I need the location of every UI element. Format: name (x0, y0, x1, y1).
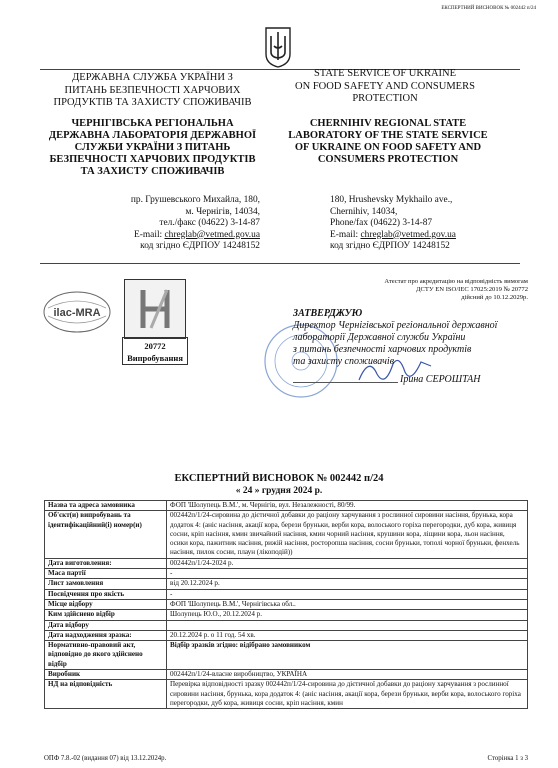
row-key: НД на відповідність (45, 680, 167, 709)
en-service-line: STATE SERVICE OF UKRAINE (313, 68, 457, 79)
row-value: - (167, 569, 528, 579)
document-title: ЕКСПЕРТНИЙ ВИСНОВОК № 002442 п/24 (174, 473, 384, 484)
row-key: Дата виготовлення: (45, 558, 167, 568)
table-row (45, 610, 528, 620)
ua-service-line: ДЕРЖАВНА СЛУЖБА УКРАЇНИ З (72, 72, 233, 83)
row-value: Перевірка відповідності зразку 002442п/1/24-сировина до дієтичної добавки до раціону харчування з рослинної сировини насіння, брунька, кора додаток 4: (аніс насіння, акації кора, берези бруньки, верби кора, волоського горіха перегородки, дуб кора, живиця сосни, кріп насіння, кмин (167, 680, 528, 709)
row-key: Дата відбору (45, 620, 167, 630)
table-row (45, 558, 528, 568)
signature-line (293, 382, 398, 383)
row-key: Ким здійснено відбір (45, 610, 167, 620)
table-row (45, 680, 528, 709)
table-row (45, 569, 528, 579)
ua-lab-line: ЧЕРНІГІВСЬКА РЕГІОНАЛЬНА (71, 118, 234, 129)
ua-lab-line: ТА ЗАХИСТУ СПОЖИВАЧІВ (80, 166, 225, 177)
ilac-label: ilac-MRA (53, 307, 101, 319)
ua-address-line: тел./факс (04622) 3-14-87 (159, 218, 260, 228)
row-value: - (167, 589, 528, 599)
accreditation-line: дійсний до 10.12.2029р. (461, 294, 528, 302)
row-value (167, 620, 528, 630)
accreditation-line: Атестат про акредитацію на відповідність вимогам (384, 278, 528, 285)
row-value: Шолупець Ю.О., 20.12.2024 р. (167, 610, 528, 620)
approve-title: ЗАТВЕРДЖУЮ (293, 308, 363, 319)
ua-service-line: ПРОДУКТІВ ТА ЗАХИСТУ СПОЖИВАЧІВ (53, 97, 252, 108)
accreditation-logo (124, 279, 186, 339)
ilac-mra-logo-icon (42, 290, 112, 334)
approve-line: та захисту споживачів (293, 356, 395, 367)
accreditation-label: Випробування (127, 353, 183, 363)
row-key: Лист замовлення (45, 579, 167, 589)
en-code: код згідно ЄДРПОУ 14248152 (330, 241, 450, 251)
row-value: 002442п/1/24-2024 р. (167, 558, 528, 568)
row-value: 002442п/1/24-власне виробництво, УКРАЇНА (167, 670, 528, 680)
row-value: від 20.12.2024 р. (167, 579, 528, 589)
row-value: 002442п/1/24-сировина до дієтичної добавки до раціону харчування з рослинної сировини насіння, брунька, кора додаток 4: (аніс насіння, акації кора, берези бруньки, верби кора, волоського горіха перегородки, дуб кора, живиця сосни, кріп насіння, кмин звичайний насіння, кмин чорний насіння, крушини кора, ліщини кора, льон насіння, осики кора, пажитник насіння, рижій насіння, росторопша насіння, сосни бруньки, тополі чорної бруньки, фенхель насіння, пилок сосни, плаун (лікоподій)) (167, 511, 528, 558)
coat-of-arms-icon (264, 26, 292, 68)
row-key: Об'єкт(и) випробувань та ідентифікаційний(і) номер(и) (45, 511, 167, 558)
en-lab-name (282, 118, 494, 166)
row-key: Нормативно-правовий акт, відповідно до якого здійснено відбір (45, 641, 167, 670)
ua-address-line: м. Чернігів, 14034, (185, 206, 260, 217)
ua-address-line: пр. Грушевського Михайла, 180, (130, 195, 260, 205)
row-value: ФОП 'Шолупець В.М.', м. Чернігів, вул. Незалежності, 80/99. (167, 501, 528, 511)
table-row (45, 630, 528, 640)
ua-email-label: E-mail: (134, 229, 165, 240)
ua-lab-line: СЛУЖБИ УКРАЇНИ З ПИТАНЬ (74, 142, 231, 153)
approver-name: Ірина СЕРОШТАН (400, 374, 481, 385)
accreditation-line: ДСТУ EN ISO/IEC 17025:2019 № 20772 (416, 286, 528, 294)
en-lab-line: OF UKRAINE ON FOOD SAFETY AND (294, 142, 482, 153)
details-table (44, 500, 528, 709)
ua-lab-name (40, 118, 265, 178)
table-row (45, 589, 528, 599)
en-address-line: Chernihiv, 14034, (330, 206, 398, 217)
accreditation-logo-icon (125, 280, 185, 338)
table-row (45, 620, 528, 630)
en-service-name (290, 68, 480, 106)
row-value: 20.12.2024 р. о 11 год. 54 хв. (167, 630, 528, 640)
table-row (45, 501, 528, 511)
accreditation-note (320, 278, 528, 303)
ua-lab-line: БЕЗПЕЧНОСТІ ХАРЧОВИХ ПРОДУКТІВ (49, 154, 256, 165)
accreditation-number-box (122, 337, 188, 365)
ua-service-name (40, 72, 265, 110)
en-email-line (330, 230, 530, 242)
row-value: ФОП 'Шолупець В.М.', Чернігівська обл.. (167, 599, 528, 609)
en-address (330, 195, 530, 253)
table-row (45, 641, 528, 670)
en-service-line: PROTECTION (352, 93, 418, 104)
table-row (45, 599, 528, 609)
en-lab-line: CHERNIHIV REGIONAL STATE (309, 118, 467, 129)
footer-page-number: Сторінка 1 з 3 (487, 755, 528, 762)
footer-form-code: ОПФ 7.8.-02 (видання 07) від 13.12.2024р. (44, 755, 167, 762)
section-divider (40, 263, 520, 264)
row-key: Маса партії (45, 569, 167, 579)
en-lab-line: LABORATORY OF THE STATE SERVICE (288, 130, 488, 141)
ua-address (40, 195, 260, 253)
row-key: Посвідчення про якість (45, 589, 167, 599)
en-email-link[interactable]: chreglab@vetmed.gov.ua (360, 229, 456, 240)
en-lab-line: CONSUMERS PROTECTION (317, 154, 459, 165)
approve-line: Директор Чернігівської регіональної державної (293, 320, 498, 331)
approve-line: лабораторії Державної служби України (293, 332, 466, 343)
row-value: Відбір зразків згідно: відібрано замовником (167, 641, 528, 670)
approve-line: з питань безпечності харчових продуктів (293, 344, 472, 355)
table-row (45, 511, 528, 558)
ua-email-line (40, 230, 260, 242)
table-row (45, 670, 528, 680)
en-address-line: 180, Hrushevsky Mykhailo ave., (330, 195, 453, 205)
en-service-line: ON FOOD SAFETY AND CONSUMERS (295, 80, 475, 92)
ua-service-line: ПИТАНЬ БЕЗПЕЧНОСТІ ХАРЧОВИХ (64, 84, 241, 96)
accreditation-number: 20772 (144, 341, 166, 351)
header-conclusion-ref: ЕКСПЕРТНИЙ ВИСНОВОК № 002442 п/24 (441, 6, 536, 11)
row-key: Місце відбору (45, 599, 167, 609)
ua-code: код згідно ЄДРПОУ 14248152 (140, 241, 260, 251)
row-key: Назва та адреса замовника (45, 501, 167, 511)
en-email-label: E-mail: (330, 229, 361, 240)
ua-email-link[interactable]: chreglab@vetmed.gov.ua (164, 229, 260, 240)
row-key: Дата надходження зразка: (45, 630, 167, 640)
row-key: Виробник (45, 670, 167, 680)
document-date: « 24 » грудня 2024 р. (235, 486, 323, 496)
table-row (45, 579, 528, 589)
approve-position (293, 320, 523, 368)
ua-lab-line: ДЕРЖАВНА ЛАБОРАТОРІЯ ДЕРЖАВНОЇ (48, 130, 257, 141)
en-address-line: Phone/fax (04622) 3-14-87 (330, 218, 433, 228)
